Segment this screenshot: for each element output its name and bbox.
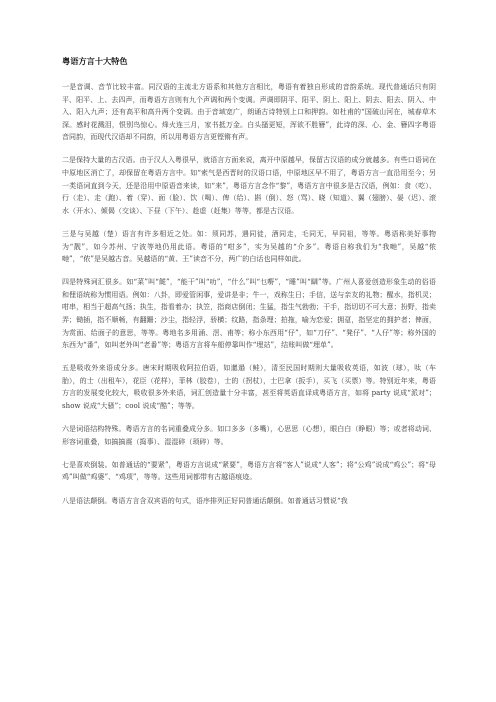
paragraph-2: 二是保持大量的古汉语。由于汉人入粤很早，就语言方面来说，离开中原越早，保留古汉语的成分就越多。有些口语词在中原地区消亡了，却保留在粤语方言中。如“索气是西晋时的汉语口语，中原地区早不用了，粤语方言一直沿用至今；另一类语词直到今天，还是沿用中原语音来读，如“来”，粤语方言念作“黎”，粤语方言中很多是古汉语，例如：食（吃）、行（走）、走（跑）、着（穿）、面（脸）、饮（喝）、俾（给）、斟（倒）、怒（骂）、晓（知道）、翼（翅膀）、晏（迟）、滚水（开水）、倾偈（交谈）、下昼（下午）、趁虚（赶集）等等，都是古汉语。 bbox=[62, 156, 436, 215]
paragraph-4: 四是特殊词汇很多。如“菜”叫“餸”，“能干”叫“叻”，“什么”叫“乜嘢”，“睡”叫“瞓”等。广州人喜爱创造形象生动的俗语和俚语统称为惯用语。例如：八卦，即爱管闲事，爱讲是非；牛一，戏称生日；手信，送与亲友的礼物；醒水，指机灵；咁串，相当于超高气扬；执生，指看着办；执笠，指商店倒闭；生猛，指生气勃勃；干手，指切切不可大意；扮野，指卖弄；锄插，指不顺畅，有翻跚；沙尘，指轻浮，骄横；纹路，指条理；拍拖，喻为恋爱；拥趸，指坚定的拥护者；俾面，为赏面、给面子的意思，等等。粤地名多用涌、滘、甫等；称小东西用“仔”，如“刀仔”、“凳仔”、“人仔”等；称外国的东西为“番”，如叫老外叫“老番”等；粤语方言将车船停靠叫作“埋站”，结账叫做“埋单”。 bbox=[62, 278, 436, 350]
paragraph-5: 五是吸收外来语成分多。唐宋时期吸收阿拉伯语，如邋遢（鲑），清至民国时期则大量吸收英语，如波（球），呔（车胎），的士（出租车），花臣（花样），菲林（胶卷），士的（拐杖），士巴拿（扳手），买飞（买票）等。特别近年来，粤语方言的发展变化较大，吸收很多外来语，词汇创造量十分丰富，甚至将英语直译成粤语方言，如将 party 说成“派对”；show 说成“大骚”；cool 说成“酷”；等等。 bbox=[62, 364, 436, 411]
paragraph-1: 一是音调、音节比较丰富。同汉语的主流北方语系和其他方言相比，粤语有着独自形成的音韵系统。现代普通话只有阴平、阳平、上、去四声，而粤语方言则有九个声调和两个变调。声调即阴平、阳平、阴上、阳上、阴去、阳去、阴入、中入、阳入九声；还有高平和高升两个变调。由于音域宽广，朗诵古诗特别上口和押韵。如杜甫的“国破山河在，城春草木深。感时花溅泪，恨别鸟惊心。烽火连三月，家书抵万金。白头搔更短，浑欲不胜簪”，此诗的深、心、金、簪四字粤语音同韵，而现代汉语却不同韵，所以用粤语方言更铿锵有声。 bbox=[62, 83, 436, 142]
document-title: 粤语方言十大特色 bbox=[62, 56, 128, 66]
paragraph-7: 七是喜欢倒装。如普通话的“要紧”，粤语方言说成“紧要”，粤语方言将“客人”说成“人客”；将“公鸡”说成“鸡公”；将“母鸡”叫做“鸡婆”、“鸡项”，等等。这些用词都带有古越语痕迹。 bbox=[62, 460, 436, 482]
paragraph-6: 六是词语结构特殊。粤语方言的名词重叠成分多。如口多多（多嘴），心思思（心想），眼白白（睁眼）等；或者将动词、形容词重叠，如搞搞震（捣事）、湿湿碎（琐碎）等。 bbox=[62, 425, 436, 446]
paragraph-8: 八是语法颠倒。粤语方言含双宾语的句式，语序排列正好同普通话颠倒。如普通话习惯说“我 bbox=[62, 496, 348, 505]
paragraph-3: 三是与吴越（楚）语言有许多相近之处。如：须同苏，遇同徒，酒同走，毛同无，早同祖，等等。粤语称美好事物为“靓”，如今苏州、宁波等地仍用此语。粤语的“咁多”，实为吴越的“介多”。粤语自称我们为“我哋”，吴越“侬哋”，“侬”是吴越古音。吴越语的“黄、王”读音不分，两广的白话也同样如此。 bbox=[62, 229, 436, 264]
